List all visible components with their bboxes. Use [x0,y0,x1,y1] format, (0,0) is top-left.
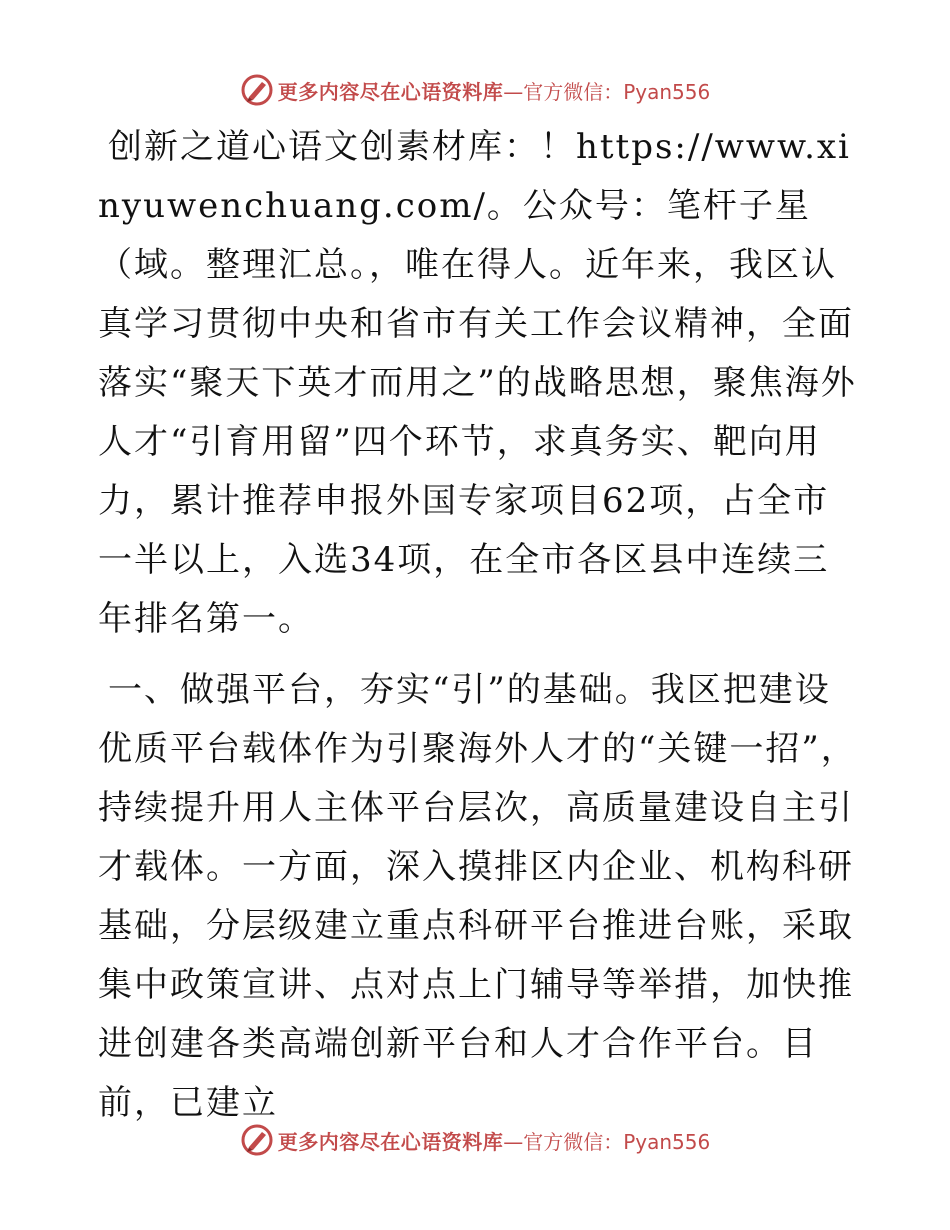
header-watermark-banner [0,70,950,110]
header-brand-text: 更多内容尽在心语资料库 [277,79,504,104]
paragraph-intro: 创新之道心语文创素材库：！https://www.xinyuwenchuang.com/。公众号：笔杆子星（域。整理汇总。，唯在得人。近年来，我区认真学习贯彻中央和省市有关工作会议精神，全面落实“聚天下英才而用之”的战略思想，聚焦海外人才“引育用留”四个环节，求真务实、靶向用力，累计推荐申报外国专家项目62项，占全市一半以上，入选34项，在全市各区县中连续三年排名第一。 [98,127,857,639]
pen-logo-icon [240,73,274,107]
paragraph-section-one: 一、做强平台，夯实“引”的基础。我区把建设优质平台载体作为引聚海外人才的“关键一招”，持续提升用人主体平台层次，高质量建设自主引才载体。一方面，深入摸排区内企业、机构科研基础，分层级建立重点科研平台推进台账，采取集中政策宣讲、点对点上门辅导等举措，加快推进创建各类高端创新平台和人才合作平台。目前，已建立 [98,670,857,1123]
pen-logo-icon [240,1123,274,1157]
footer-wechat-text: —官方微信：Pyan556 [503,1129,711,1154]
header-wechat-text: —官方微信：Pyan556 [503,79,711,104]
footer-brand-text: 更多内容尽在心语资料库 [277,1129,504,1154]
document-body [98,118,858,1133]
footer-watermark-banner [0,1120,950,1160]
